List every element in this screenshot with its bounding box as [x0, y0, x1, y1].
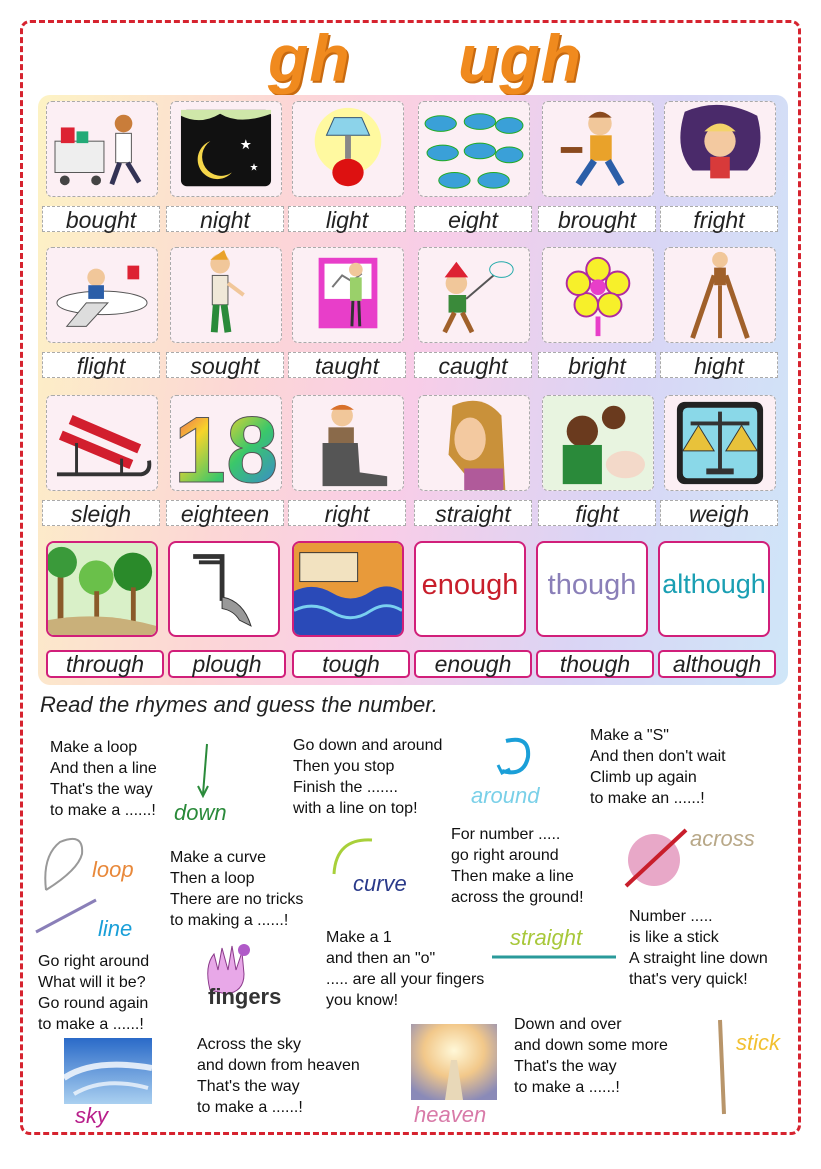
card-night — [170, 101, 282, 197]
label-although: although — [658, 650, 776, 678]
card-straight — [418, 395, 530, 491]
hint-heaven: heaven — [414, 1102, 487, 1127]
sleigh-icon — [47, 396, 157, 490]
hint-across: across — [690, 826, 755, 851]
boot-icon — [293, 396, 403, 490]
hint-curve: curve — [353, 871, 407, 896]
hint-loop: loop — [92, 857, 134, 882]
label-enough: enough — [414, 650, 532, 678]
stick-icon — [712, 1018, 732, 1118]
rhyme-2: Go down and around Then you stop Finish the ....... with a line on top! — [293, 737, 443, 817]
line-drawing-icon — [34, 896, 100, 936]
label-fight: fight — [538, 500, 656, 526]
label-plough: plough — [168, 650, 286, 678]
label-caught: caught — [414, 352, 532, 378]
label-flight: flight — [42, 352, 160, 378]
rhyme-7: Make a 1 and then an "o" ..... are all your fingers you know! — [326, 929, 485, 1009]
card-fight — [542, 395, 654, 491]
rhyme-5: Make a curve Then a loop There are no tricks to making a ......! — [170, 849, 304, 929]
rhyme-4: For number ..... go right around Then make a line across the ground! — [451, 826, 584, 906]
net-icon — [419, 248, 529, 342]
rhyme-9: Across the sky and down from heaven That's the way to make a ......! — [197, 1036, 360, 1116]
svg-text:18: 18 — [173, 397, 279, 490]
label-brought: brought — [538, 206, 656, 232]
number-eighteen — [171, 396, 281, 490]
svg-text:★: ★ — [249, 162, 259, 174]
across-circle-icon — [622, 826, 692, 892]
label-bright: bright — [538, 352, 656, 378]
label-night: night — [166, 206, 284, 232]
hint-fingers: fingers — [208, 984, 282, 1009]
teacher-icon — [293, 248, 403, 342]
man-icon — [171, 248, 281, 342]
label-through: through — [46, 650, 164, 678]
shopping-cart-icon — [47, 102, 157, 196]
word-enough: enough — [421, 569, 519, 601]
rhyme-3: Make a "S" And then don't wait Climb up again to make an ......! — [590, 727, 726, 807]
title-ugh: ugh — [458, 21, 582, 95]
scales-icon — [665, 396, 775, 490]
label-weigh: weigh — [660, 500, 778, 526]
hint-line: line — [98, 916, 133, 941]
rhyme-6: Number ..... is like a stick A straight line down that's very quick! — [629, 908, 768, 988]
card-sleigh — [46, 395, 158, 491]
fish-icon — [419, 102, 529, 196]
card-flight — [46, 247, 158, 343]
card-sought — [170, 247, 282, 343]
label-sought: sought — [166, 352, 284, 378]
card-though — [536, 541, 648, 637]
card-fright — [664, 101, 776, 197]
label-right: right — [288, 500, 406, 526]
label-taught: taught — [288, 352, 406, 378]
label-straight: straight — [414, 500, 532, 526]
card-bright — [542, 247, 654, 343]
card-eighteen — [170, 395, 282, 491]
card-although — [658, 541, 770, 637]
boy-icon — [543, 102, 653, 196]
loop-drawing-icon — [42, 836, 92, 896]
card-eight — [418, 101, 530, 197]
label-sleigh: sleigh — [42, 500, 160, 526]
girl-profile-icon — [419, 396, 529, 490]
straight-line-icon — [490, 950, 618, 964]
hint-around: around — [471, 783, 540, 808]
down-arrow-icon — [195, 740, 215, 800]
waves-icon — [294, 543, 402, 636]
title-gh: gh — [268, 21, 351, 95]
rhyme-10: Down and over and down some more That's the way to make a ......! — [514, 1016, 668, 1096]
card-caught — [418, 247, 530, 343]
lamp-icon — [293, 102, 403, 196]
instruction-text: Read the rhymes and guess the number. — [40, 692, 438, 717]
card-bought — [46, 101, 158, 197]
card-tough — [292, 541, 404, 637]
card-taught — [292, 247, 404, 343]
card-light — [292, 101, 404, 197]
sky-icon — [64, 1038, 152, 1104]
rhyme-8: Go right around What will it be? Go round again to make a ......! — [38, 953, 150, 1033]
card-hight — [664, 247, 776, 343]
rhyme-1: Make a loop And then a line That's the way to make a ......! — [50, 739, 157, 819]
fight-icon — [543, 396, 653, 490]
card-plough — [168, 541, 280, 637]
hint-straight: straight — [510, 925, 583, 950]
label-though: though — [536, 650, 654, 678]
around-arrow-icon — [490, 733, 536, 781]
label-eighteen: eighteen — [166, 500, 284, 526]
girl-icon — [665, 102, 775, 196]
plough-icon — [170, 543, 278, 636]
label-tough: tough — [292, 650, 410, 678]
word-though: though — [547, 569, 637, 601]
hint-stick: stick — [736, 1030, 780, 1055]
label-hight: hight — [660, 352, 778, 378]
card-weigh — [664, 395, 776, 491]
label-bought: bought — [42, 206, 160, 232]
card-through — [46, 541, 158, 637]
heaven-icon — [411, 1024, 497, 1100]
card-right — [292, 395, 404, 491]
card-brought — [542, 101, 654, 197]
airplane-icon — [47, 248, 157, 342]
forest-icon — [48, 543, 156, 636]
card-enough — [414, 541, 526, 637]
stilts-icon — [665, 248, 775, 342]
word-although: although — [662, 569, 766, 599]
label-eight: eight — [414, 206, 532, 232]
label-fright: fright — [660, 206, 778, 232]
label-light: light — [288, 206, 406, 232]
flower-icon — [543, 248, 653, 342]
hint-sky: sky — [75, 1103, 108, 1128]
svg-text:★: ★ — [239, 137, 252, 152]
hint-down: down — [174, 800, 227, 825]
moon-icon — [171, 102, 281, 196]
